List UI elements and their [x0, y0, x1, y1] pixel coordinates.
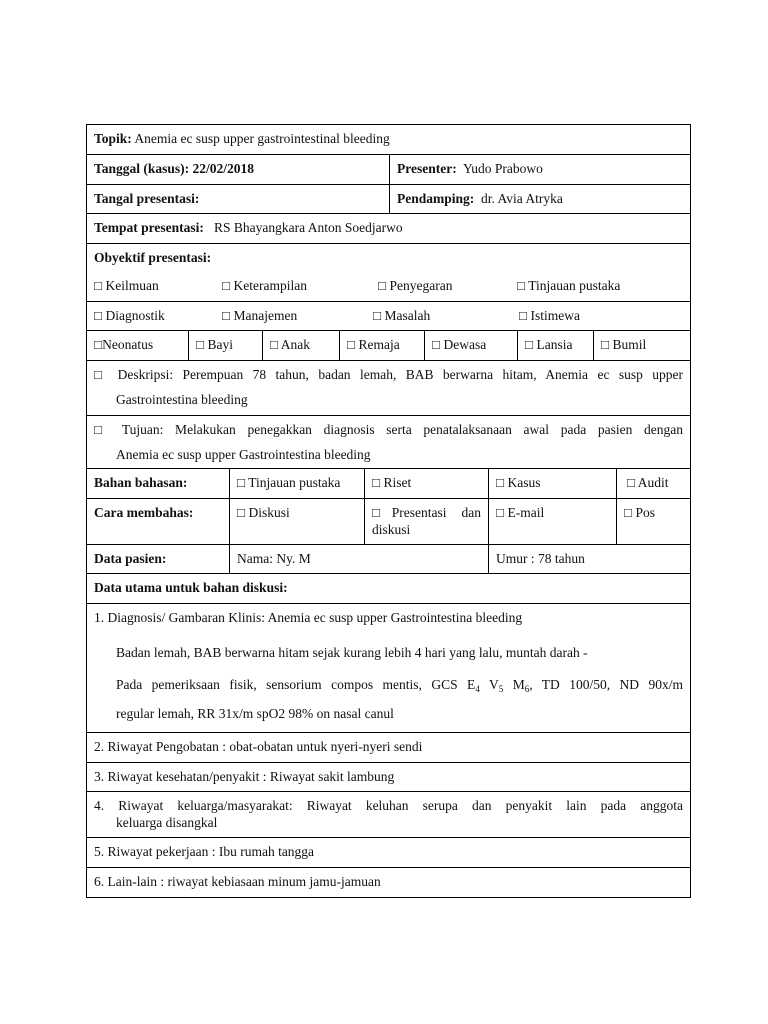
- material-label: Bahan bahasan:: [94, 475, 188, 490]
- family-history-line-1: 4. Riwayat keluarga/masyarakat: Riwayat keluhan serupa dan penyakit lain pada anggota: [94, 798, 683, 813]
- topic-row: [87, 125, 690, 155]
- diagnosis-line-1: 1. Diagnosis/ Gambaran Klinis: Anemia ec susp upper Gastrointestina bleeding: [94, 610, 523, 625]
- objective-options-1: [94, 277, 683, 294]
- checkbox-presentasi-diskusi[interactable]: □Presentasi dan diskusi: [364, 499, 488, 544]
- other-row: [87, 868, 690, 898]
- objective-row-3: [87, 331, 690, 361]
- goal-row: [87, 416, 690, 469]
- checkbox-penyegaran[interactable]: □ Penyegaran: [378, 278, 453, 293]
- supervisor-label: Pendamping:: [397, 191, 475, 206]
- presentation-date-row: [87, 185, 690, 214]
- checkbox-keilmuan[interactable]: □ Keilmuan: [94, 278, 159, 293]
- checkbox-audit[interactable]: □ Audit: [616, 469, 690, 498]
- checkbox-riset[interactable]: □ Riset: [364, 469, 488, 498]
- topic-value: Anemia ec susp upper gastrointestinal bleeding: [134, 131, 390, 146]
- patient-name: Nama: Ny. M: [229, 545, 488, 573]
- objective-label: Obyektif presentasi:: [94, 250, 212, 265]
- health-history: 3. Riwayat kesehatan/penyakit : Riwayat sakit lambung: [94, 769, 395, 784]
- case-report-table: [86, 124, 691, 898]
- checkbox-anak[interactable]: □ Anak: [262, 331, 339, 360]
- location-row: [87, 214, 690, 244]
- method-row: [87, 499, 690, 545]
- occupation-history-row: [87, 838, 690, 868]
- main-data-label: Data utama untuk bahan diskusi:: [94, 580, 288, 595]
- checkbox-diagnostik[interactable]: □ Diagnostik: [94, 308, 165, 323]
- diagnosis-row: [87, 604, 690, 733]
- diagnosis-line-2: Badan lemah, BAB berwarna hitam sejak kurang lebih 4 hari yang lalu, muntah darah -: [116, 645, 588, 660]
- description-row: [87, 361, 690, 416]
- diagnosis-line-4: regular lemah, RR 31x/m spO2 98% on nasal canul: [116, 706, 394, 721]
- goal-line-2: Anemia ec susp upper Gastrointestina bleeding: [116, 447, 371, 462]
- health-history-row: [87, 763, 690, 792]
- presenter-value: Yudo Prabowo: [462, 161, 543, 176]
- goal-line-1: □ Tujuan: Melakukan penegakkan diagnosis serta penatalaksanaan awal pada pasien dengan: [94, 422, 683, 437]
- description-line-2: Gastrointestina bleeding: [116, 392, 248, 407]
- medication-history: 2. Riwayat Pengobatan : obat-obatan untuk nyeri-nyeri sendi: [94, 739, 423, 754]
- family-history-row: [87, 792, 690, 838]
- checkbox-kasus[interactable]: □ Kasus: [488, 469, 616, 498]
- method-label: Cara membahas:: [94, 505, 194, 520]
- date-presenter-row: [87, 155, 690, 185]
- description-line-1: □ Deskripsi: Perempuan 78 tahun, badan lemah, BAB berwarna hitam, Anemia ec susp upper: [94, 367, 683, 382]
- other-info: 6. Lain-lain : riwayat kebiasaan minum jamu-jamuan: [94, 874, 381, 889]
- checkbox-masalah[interactable]: □ Masalah: [373, 308, 431, 323]
- checkbox-tinjauan-pustaka[interactable]: □ Tinjauan pustaka: [517, 278, 621, 293]
- checkbox-lansia[interactable]: □ Lansia: [517, 331, 593, 360]
- topic-label: Topik:: [94, 131, 132, 146]
- objective-row-2: [87, 302, 690, 331]
- patient-label: Data pasien:: [94, 551, 167, 566]
- checkbox-pos[interactable]: □ Pos: [616, 499, 690, 544]
- checkbox-remaja[interactable]: □ Remaja: [339, 331, 424, 360]
- date-label: Tanggal (kasus):: [94, 161, 190, 176]
- patient-age: Umur : 78 tahun: [488, 545, 690, 573]
- checkbox-bumil[interactable]: □ Bumil: [593, 331, 690, 360]
- medication-history-row: [87, 733, 690, 763]
- presentation-date-label: Tangal presentasi:: [94, 191, 200, 206]
- checkbox-diskusi[interactable]: □ Diskusi: [229, 499, 364, 544]
- date-value: 22/02/2018: [192, 161, 255, 176]
- checkbox-manajemen[interactable]: □ Manajemen: [222, 308, 298, 323]
- checkbox-dewasa[interactable]: □ Dewasa: [424, 331, 517, 360]
- objective-row: [87, 244, 690, 302]
- checkbox-neonatus[interactable]: □Neonatus: [94, 337, 154, 352]
- main-data-row: [87, 574, 690, 604]
- diagnosis-line-3: Pada pemeriksaan fisik, sensorium compos mentis, GCS $E_4$ $V_5$ $M_6$, TD 100/50, ND 90x/m: [116, 677, 683, 694]
- occupation-history: 5. Riwayat pekerjaan : Ibu rumah tangga: [94, 844, 315, 859]
- checkbox-email[interactable]: □ E-mail: [488, 499, 616, 544]
- checkbox-material-tinjauan[interactable]: □ Tinjauan pustaka: [229, 469, 364, 498]
- checkbox-bayi[interactable]: □ Bayi: [188, 331, 262, 360]
- presenter-label: Presenter:: [397, 161, 457, 176]
- material-row: [87, 469, 690, 499]
- location-label: Tempat presentasi:: [94, 220, 204, 235]
- patient-row: [87, 545, 690, 574]
- family-history-line-2: keluarga disangkal: [116, 815, 218, 830]
- checkbox-keterampilan[interactable]: □ Keterampilan: [222, 278, 307, 293]
- checkbox-istimewa[interactable]: □ Istimewa: [519, 308, 581, 323]
- supervisor-value: dr. Avia Atryka: [481, 191, 563, 206]
- location-value: RS Bhayangkara Anton Soedjarwo: [214, 220, 403, 235]
